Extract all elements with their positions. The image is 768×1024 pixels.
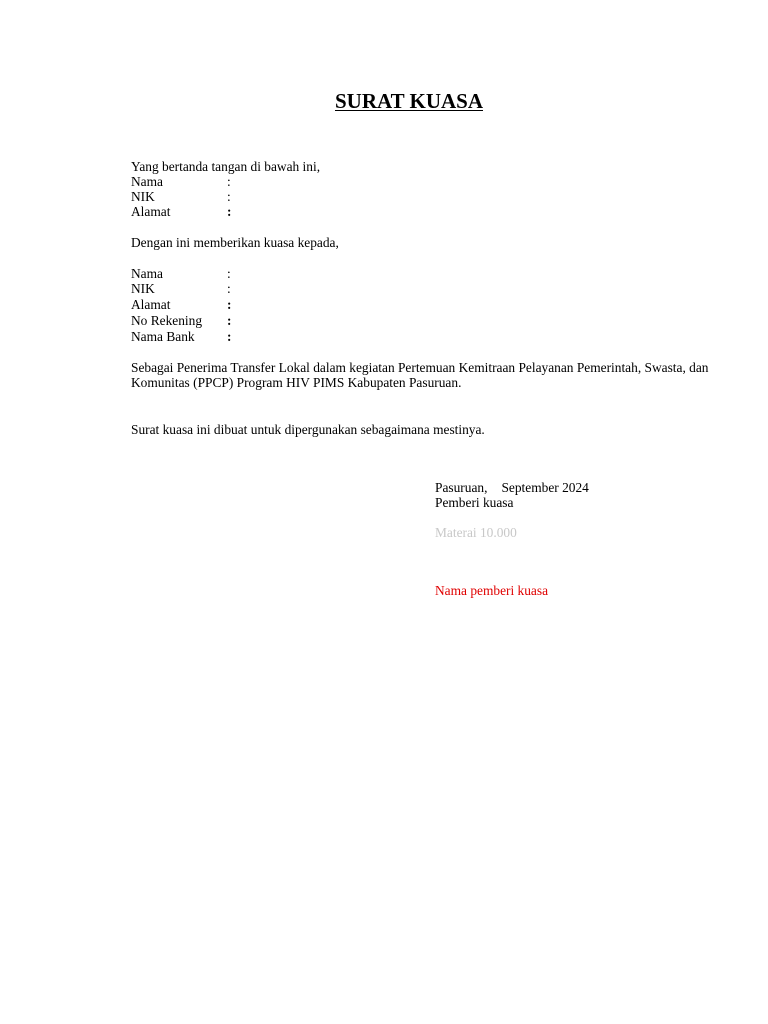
field-label: NIK bbox=[131, 189, 155, 204]
field-label: No Rekening bbox=[131, 313, 203, 328]
grantor-field-alamat bbox=[131, 204, 231, 220]
signature-role: Pemberi kuasa bbox=[435, 495, 514, 510]
field-label: NIK bbox=[131, 281, 155, 296]
document-title: SURAT KUASA bbox=[334, 89, 483, 113]
field-colon: : bbox=[227, 329, 232, 344]
grantee-field-nik bbox=[131, 281, 231, 297]
field-colon: : bbox=[227, 189, 231, 204]
purpose-paragraph: Sebagai Penerima Transfer Lokal dalam kegiatan Pertemuan Kemitraan Pelayanan Pemerintah, Swasta, dan Komunitas (PPCP) Program HIV PIMS Kabupaten Pasuruan. bbox=[131, 360, 709, 390]
field-colon: : bbox=[227, 174, 231, 189]
field-label: Nama bbox=[131, 174, 163, 189]
field-label: Nama Bank bbox=[131, 329, 195, 344]
field-label: Alamat bbox=[131, 204, 171, 219]
grantee-field-alamat bbox=[131, 297, 231, 313]
intro-text: Yang bertanda tangan di bawah ini, bbox=[131, 159, 321, 174]
field-colon: : bbox=[227, 281, 231, 296]
signer-name-placeholder: Nama pemberi kuasa bbox=[435, 583, 549, 598]
field-colon: : bbox=[227, 266, 231, 281]
field-label: Nama bbox=[131, 266, 163, 281]
field-colon: : bbox=[227, 313, 232, 328]
grantor-field-nama bbox=[131, 174, 231, 190]
signature-date: September 2024 bbox=[501, 480, 589, 495]
closing-statement: Surat kuasa ini dibuat untuk dipergunakan sebagaimana mestinya. bbox=[131, 422, 485, 437]
grantee-field-no-rekening bbox=[131, 313, 231, 329]
stamp-placeholder: Materai 10.000 bbox=[435, 525, 517, 540]
signature-place: Pasuruan, bbox=[435, 480, 488, 495]
field-colon: : bbox=[227, 204, 232, 219]
grantee-field-nama-bank bbox=[131, 329, 231, 345]
field-label: Alamat bbox=[131, 297, 171, 312]
grant-statement: Dengan ini memberikan kuasa kepada, bbox=[131, 235, 339, 250]
signature-place-date bbox=[435, 480, 589, 496]
grantor-field-nik bbox=[131, 189, 231, 205]
field-colon: : bbox=[227, 297, 232, 312]
grantee-field-nama bbox=[131, 266, 231, 282]
